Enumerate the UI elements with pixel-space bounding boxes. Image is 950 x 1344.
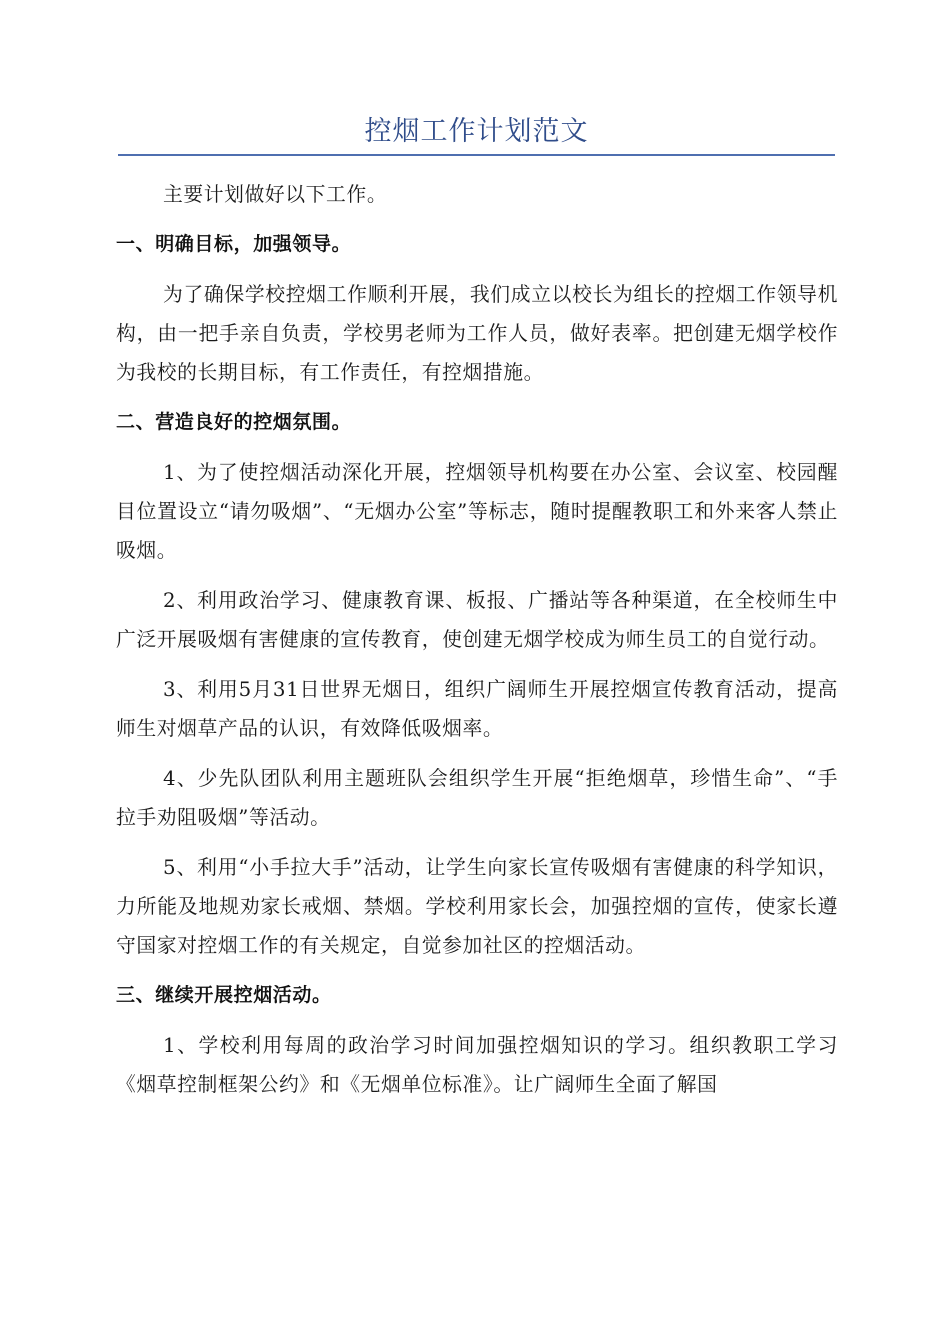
section-2-paragraph-5: 5、利用“小手拉大手”活动，让学生向家长宣传吸烟有害健康的科学知识，力所能及地规劝家长戒烟、禁烟。学校利用家长会，加强控烟的宣传，使家长遵守国家对控烟工作的有关规定，自觉参加社区的控烟活动。 [116,856,838,957]
section-heading-2: 二、营造良好的控烟氛围。 [116,411,352,433]
section-2-paragraph-4: 4、少先队团队利用主题班队会组织学生开展“拒绝烟草，珍惜生命”、“手拉手劝阻吸烟”等活动。 [116,767,838,829]
section-3-paragraph-1: 1、学校利用每周的政治学习时间加强控烟知识的学习。组织教职工学习《烟草控制框架公约》和《无烟单位标准》。让广阔师生全面了解国 [116,1034,838,1096]
section-2-paragraph-2: 2、利用政治学习、健康教育课、板报、广播站等各种渠道，在全校师生中广泛开展吸烟有害健康的宣传教育，使创建无烟学校成为师生员工的自觉行动。 [116,589,838,651]
section-1-paragraph-1: 为了确保学校控烟工作顺利开展，我们成立以校长为组长的控烟工作领导机构，由一把手亲自负责，学校男老师为工作人员，做好表率。把创建无烟学校作为我校的长期目标，有工作责任，有控烟措施。 [116,283,838,384]
section-2-paragraph-1: 1、为了使控烟活动深化开展，控烟领导机构要在办公室、会议室、校园醒目位置设立“请勿吸烟”、“无烟办公室”等标志，随时提醒教职工和外来客人禁止吸烟。 [116,461,838,562]
intro-paragraph: 主要计划做好以下工作。 [163,183,388,206]
title-underline [118,154,835,156]
section-2-paragraph-3: 3、利用5月31日世界无烟日，组织广阔师生开展控烟宣传教育活动，提高师生对烟草产品的认识，有效降低吸烟率。 [116,678,838,740]
document-body [116,175,838,1115]
section-heading-3: 三、继续开展控烟活动。 [116,984,332,1006]
document-title: 控烟工作计划范文 [364,116,589,147]
section-heading-1: 一、明确目标，加强领导。 [116,233,352,255]
